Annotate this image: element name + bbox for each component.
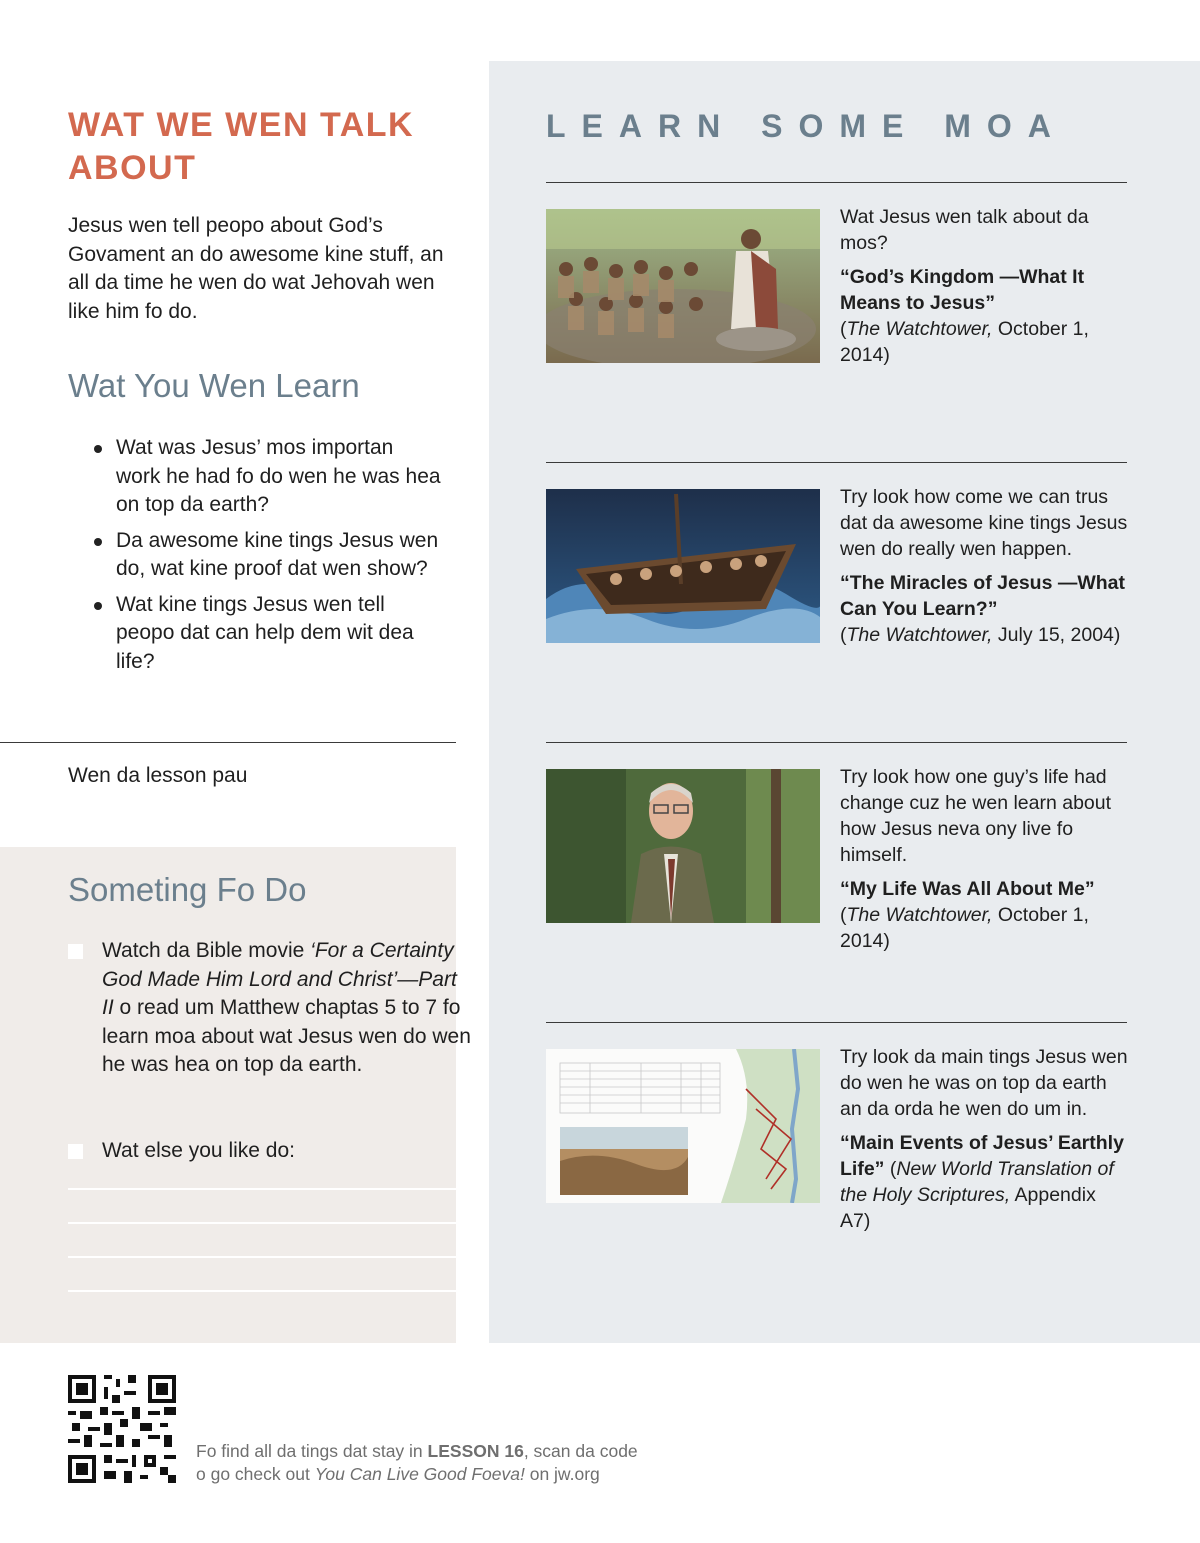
footer-text: Fo find all da tings dat stay in [196, 1441, 428, 1461]
write-in-line[interactable] [68, 1188, 456, 1190]
footer-text: o go check out [196, 1464, 315, 1484]
write-in-line[interactable] [68, 1256, 456, 1258]
footer-line-2 [196, 1463, 796, 1486]
resource-source: (The Watchtower, October 1, 2014) [840, 904, 1089, 952]
book-title: You Can Live Good Foeva! [314, 1464, 525, 1484]
footer-note [196, 1440, 796, 1486]
resource-title-link[interactable]: “Main Events of Jesus’ Earthly Life” [840, 1132, 1124, 1180]
publication-date: October 1, 2014 [840, 904, 1089, 952]
jesus-teaching-crowd-image[interactable] [546, 209, 820, 363]
write-in-line[interactable] [68, 1290, 456, 1292]
publication-date: July 15, 2004 [997, 624, 1114, 646]
todo-item-watch-movie [68, 937, 474, 1080]
resource-source: (The Watchtower, October 1, 2014) [840, 318, 1089, 366]
checkbox[interactable] [68, 1144, 83, 1159]
bullet-icon [94, 602, 102, 610]
lesson-complete-label: Wen da lesson pau [68, 764, 248, 787]
divider [0, 742, 456, 743]
resource-intro: Try look how one guy’s life had change cuz he wen learn about how Jesus neva ony live fo himself. [840, 766, 1112, 866]
qr-code-icon[interactable] [68, 1375, 176, 1483]
review-question [92, 527, 442, 584]
todo-panel [0, 847, 456, 1343]
divider [546, 182, 1127, 183]
resource-intro: Try look how come we can trus dat da awesome kine tings Jesus wen do really wen happen. [840, 486, 1128, 560]
todo-text: Watch da Bible movie [102, 939, 311, 962]
divider [546, 462, 1127, 463]
write-in-line[interactable] [68, 1222, 456, 1224]
todo-item-other [68, 1137, 474, 1166]
bullet-icon [94, 538, 102, 546]
resource-title-link[interactable]: “My Life Was All About Me” [840, 878, 1095, 900]
todo-text: Wat else you like do: [102, 1139, 295, 1162]
lesson-number: LESSON 16 [427, 1441, 524, 1461]
todo-text: o read um Matthew chaptas 5 to 7 fo learn moa about wat Jesus wen do wen he was hea on top da earth. [102, 996, 471, 1076]
resource-intro: Wat Jesus wen talk about da mos? [840, 206, 1089, 254]
footer-line-1 [196, 1440, 796, 1463]
resource-source: (The Watchtower, July 15, 2004) [840, 624, 1121, 646]
divider [546, 742, 1127, 743]
resource-citation: “Main Events of Jesus’ Earthly Life” (New World Translation of the Holy Scriptures, Appendix A7) [840, 1132, 1124, 1232]
bullet-icon [94, 445, 102, 453]
movie-title: ‘For a Certainty God Made Him Lord and Christ’—Part II [102, 939, 457, 1019]
publication-name: The Watchtower, [846, 904, 993, 926]
footer-text: , scan da code [523, 1441, 638, 1461]
checkbox[interactable] [68, 944, 83, 959]
resource-card-3 [840, 764, 1130, 954]
section-heading-something-to-do: Someting Fo Do [68, 871, 307, 908]
resource-card-1 [840, 204, 1130, 368]
map-and-chart-image[interactable] [546, 1049, 820, 1203]
resource-card-4 [840, 1044, 1130, 1234]
divider [546, 1022, 1127, 1023]
boat-in-storm-image[interactable] [546, 489, 820, 643]
man-portrait-image[interactable] [546, 769, 820, 923]
resource-title-link[interactable]: “God’s Kingdom —What It Means to Jesus” [840, 266, 1085, 314]
review-question [92, 434, 442, 520]
resource-title-link[interactable]: “The Miracles of Jesus —What Can You Learn?” [840, 572, 1125, 620]
publication-name: The Watchtower, [846, 318, 993, 340]
publication-date: October 1, 2014 [840, 318, 1089, 366]
resource-intro: Try look da main tings Jesus wen do wen he was on top da earth an da orda he wen do um in. [840, 1046, 1128, 1120]
review-question-list [92, 434, 442, 683]
footer-text: on jw.org [524, 1464, 600, 1484]
lesson-summary: Jesus wen tell peopo about God’s Govament an do awesome kine stuff, an all da time he wen do wat Jehovah wen like him fo do. [68, 214, 444, 323]
section-heading-learn-more: LEARN SOME MOA [546, 108, 1067, 144]
publication-name: New World Translation of the Holy Scriptures, [840, 1158, 1114, 1206]
review-question-text: Wat kine tings Jesus wen tell peopo dat can help dem wit dea life? [116, 592, 414, 673]
review-question-text: Da awesome kine tings Jesus wen do, wat kine proof dat wen show? [116, 528, 439, 580]
section-heading-talk-about: WAT WE WEN TALK ABOUT [68, 106, 415, 187]
review-question-text: Wat was Jesus’ mos importan work he had fo do wen he was hea on top da earth? [116, 436, 441, 516]
resource-card-2 [840, 484, 1130, 648]
publication-date: Appendix A7 [840, 1184, 1096, 1232]
publication-name: The Watchtower, [846, 624, 993, 646]
section-heading-what-you-learned: Wat You Wen Learn [68, 367, 360, 404]
review-question [92, 591, 442, 677]
